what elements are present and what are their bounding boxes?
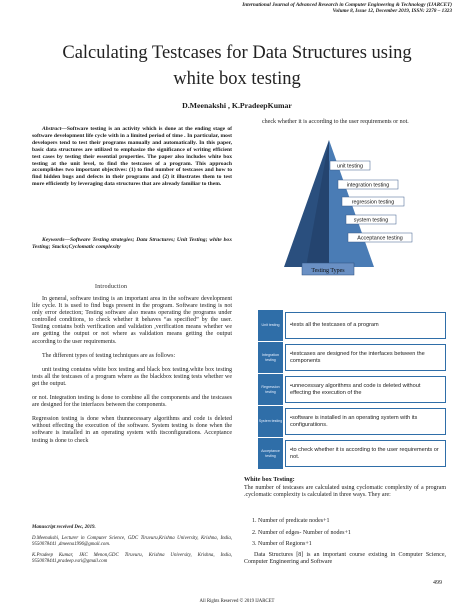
table-row (258, 406, 448, 437)
row-description: •to check whether it is according to the user requirements or not. (285, 440, 446, 467)
intro-paragraph-5: Regression testing is done when thunnecessary algorithms and code is deleted without effecting the execution of the software. System testing is done when the software is installed in an operating system with itsconfigurations. Acceptance testing is done to check (32, 416, 232, 444)
data-structures-text: Data Structures [8] is an important course existing in Computer Science, Computer Engineering and Software (244, 552, 446, 566)
intro-paragraph-2: The different types of testing techniques are as follows: (42, 352, 176, 359)
copyright-footer: All Rights Reserved © 2019 IJARCET (199, 599, 275, 604)
row-type-label: System testing (258, 406, 283, 437)
list-item: 1. Number of predicate nodes+1 (252, 518, 330, 524)
row-description: •software is installed in an operating system with its configuratiions. (285, 408, 446, 435)
right-column-lead-text: check whether it is according to the user requirements or not. (262, 119, 409, 125)
list-item: 2. Number of edges- Number of nodes+1 (252, 529, 351, 536)
pyramid-level-2: integration testing (346, 182, 390, 189)
row-description: •unnecessary algorithms and code is deleted without effecting the execution of the (285, 376, 446, 403)
pyramid-level-3: regression testing (351, 199, 395, 206)
keywords-text: —Software Testing strategies; Data Structures; Unit Testing; white box Testing; Stacks;Cyclomatic complexity (32, 237, 232, 250)
abstract (32, 126, 232, 188)
pyramid-level-1: unit testing (336, 163, 364, 170)
keywords-label: Keywords (42, 237, 65, 243)
title-line-2: white box testing (173, 69, 301, 89)
intro-paragraph-3: unit testing contains white box testing and black box testing.white box testing tests all the testcases of a program where as the blackbox testing tests whether we get the output. (32, 366, 232, 387)
journal-name: International Journal of Advanced Research in Computer Engineering & Technology (IJARCET) (242, 2, 452, 8)
journal-header (92, 2, 452, 14)
intro-paragraph-4: or not. Integration testing is done to combine all the components and the testcases are designed for the interfaces between the components. (32, 395, 232, 409)
section-heading-introduction: Introduction (95, 284, 128, 290)
table-row (258, 374, 448, 405)
abstract-label: Abstract (42, 126, 62, 132)
title-line-1: Calculating Testcases for Data Structures using (62, 43, 412, 63)
footnote-author-2: K.Pradeep Kumar, JKC Menon,GDC Tiruvuru, Krishna University, Krishna, India, 9550078441,pradeep.vsri@gmail.com (32, 553, 232, 565)
table-row (258, 342, 448, 373)
page-number: 499 (433, 580, 442, 586)
row-type-label: Unit testing (258, 310, 283, 341)
testing-types-pyramid (244, 135, 454, 285)
pyramid-caption: Testing Types (311, 268, 345, 274)
authors: D.Meenakshi , K.PradeepKumar (182, 101, 292, 110)
cyclomatic-methods-list (252, 516, 351, 551)
table-row (258, 438, 448, 469)
row-description: •testcases are designed for the interfaces between the components (285, 344, 446, 371)
list-item: 3. Number of Regions+1 (252, 541, 312, 547)
row-type-label: Integration testing (258, 342, 283, 373)
paper-title (20, 40, 454, 92)
pyramid-level-5: Acceptance testing (357, 235, 403, 242)
row-type-label: Regression testing (258, 374, 283, 405)
row-type-label: Acceptance testing (258, 438, 283, 469)
row-description: •tests all the testcases of a program (285, 312, 446, 339)
white-box-testing-text: The number of testcases are calculated using cyclomatic complexity of a program .cyclomatic complexity is calculated in three ways. They are: (244, 485, 446, 499)
abstract-text: —Software testing is an activity which is done at the ending stage of software development life cycle with in a limited period of time . In particular, most developers tend to test their programs manually and automatically. In this paper, basic data structures are utilized to emphasize the significance of writing efficient test cases by testing their essential properties. The paper also includes white box testing at the unit level, to find the testcases of a program. This approach accomplishes two important objectives: (1) to find number of testcases and how to find hidden bugs and defects in their programs and (2) it illustrates them to test more efficiently by leveraging data structures that are already familiar to them. (32, 126, 232, 188)
footnote-author-1: D.Meenakshi, Lecturer in Computer Science, GDC Tiruvuru,Krishna University, Krishna, India, 9550078441 ,dmeena1996@gmail.com. (32, 536, 232, 548)
intro-paragraph-1: In general, software testing is an important area in the software development life cycle. It is used to find bugs present in the program. Software testing is not only error detection; Testing software also means operating the programs under controlled conditions, to check whether it behaves “as specified” by the user. Testing contains both verification and validation ,verification means whether we are getting the output or not where as validation means getting the output according to the user requirements. (32, 296, 232, 345)
table-row (258, 310, 448, 341)
introduction-body (32, 296, 232, 452)
journal-volume: Volume 8, Issue 12, December 2019, ISSN: 2278 – 1323 (332, 8, 452, 15)
footnotes (32, 525, 232, 570)
keywords (32, 237, 232, 251)
pyramid-level-4: system testing (353, 217, 389, 224)
section-heading-white-box-testing: White box Testing: (244, 476, 295, 483)
footnote-received: Manuscript received Dec, 2019. (32, 525, 96, 530)
